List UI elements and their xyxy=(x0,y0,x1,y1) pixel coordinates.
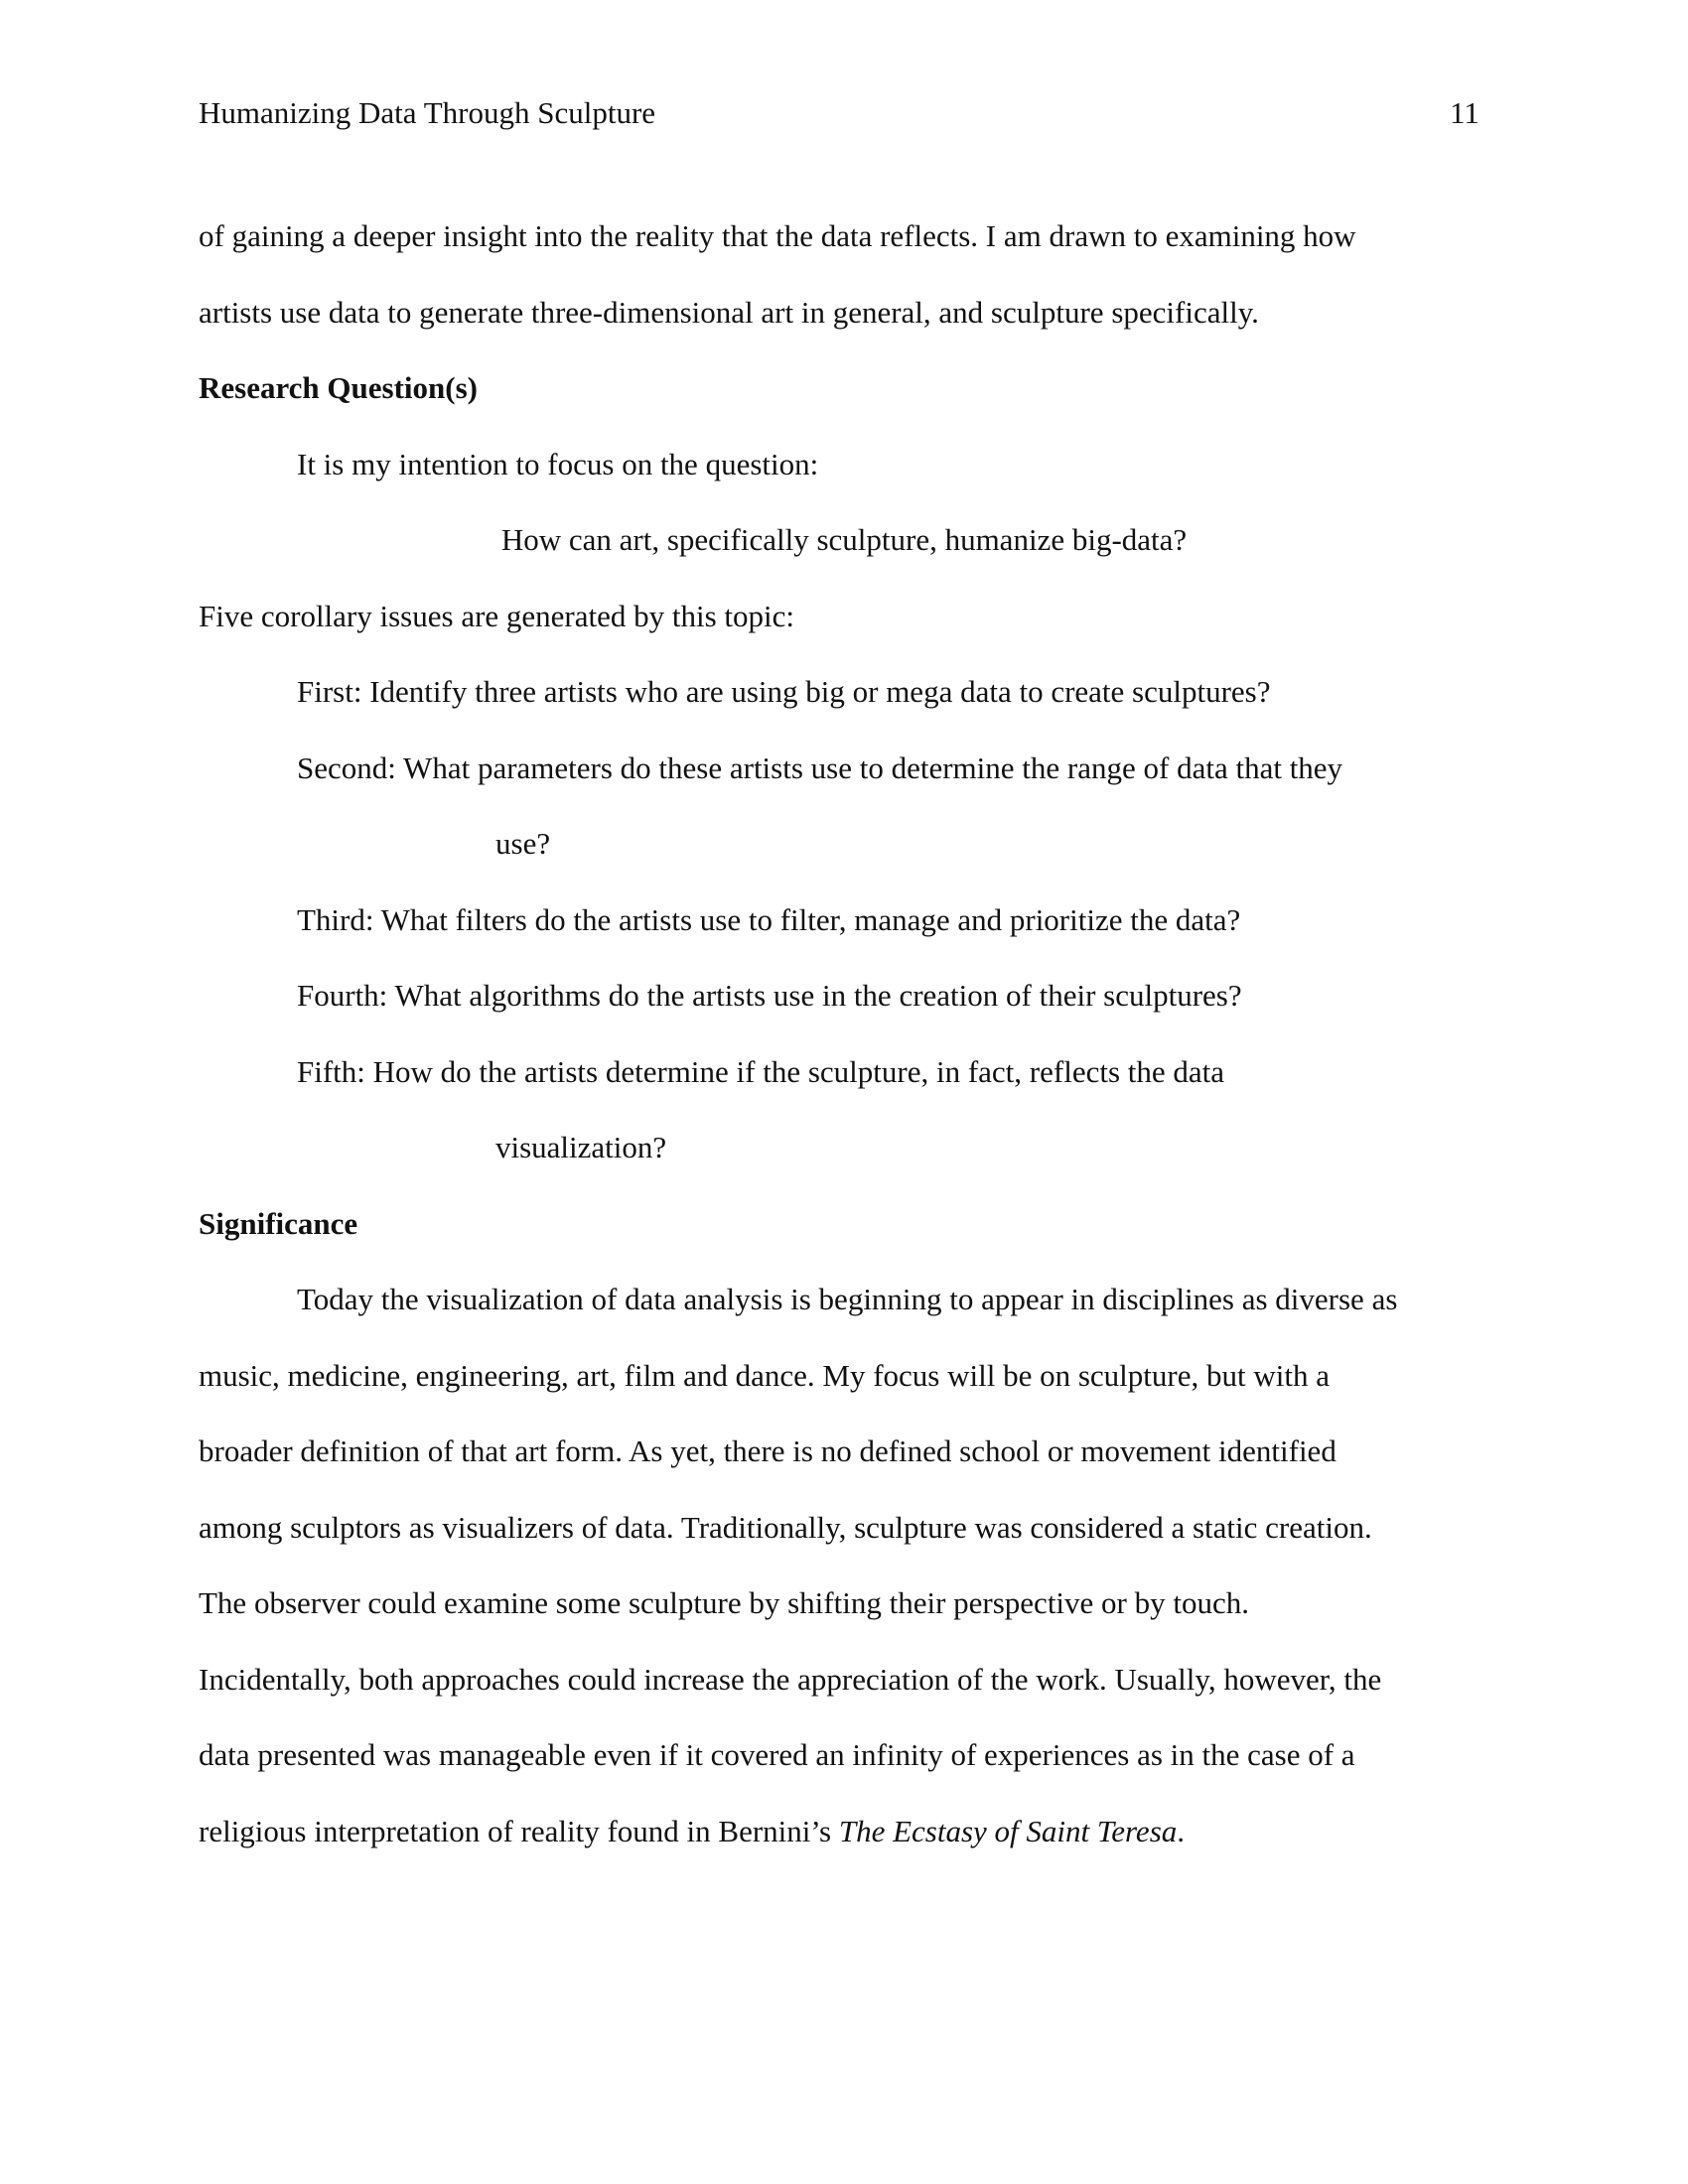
corollary-item-fifth: Fifth: How do the artists determine if the sculpture, in fact, reflects the data xyxy=(297,1053,1225,1089)
intention-sentence: It is my intention to focus on the question: xyxy=(297,446,819,481)
significance-line-7: data presented was manageable even if it covered an infinity of experiences as in the case of a xyxy=(199,1737,1355,1772)
significance-line-8-end: . xyxy=(1177,1813,1186,1848)
central-research-question: How can art, specifically sculpture, humanize big-data? xyxy=(500,522,1188,557)
significance-line-4: among sculptors as visualizers of data. Traditionally, sculpture was considered a static creation. xyxy=(199,1509,1372,1545)
corollary-item-fifth-continued: visualization? xyxy=(495,1130,667,1164)
research-questions-heading: Research Question(s) xyxy=(199,370,478,405)
significance-heading: Significance xyxy=(199,1205,358,1241)
significance-line-8 xyxy=(199,1794,1489,1870)
running-head: Humanizing Data Through Sculpture xyxy=(199,95,656,130)
artwork-title: The Ecstasy of Saint Teresa xyxy=(838,1813,1178,1848)
corollary-item-second: Second: What parameters do these artists use to determine the range of data that they xyxy=(297,750,1343,785)
document-body xyxy=(199,199,1489,1869)
corollary-item-second-continued: use? xyxy=(495,826,551,861)
significance-line-2: music, medicine, engineering, art, film and dance. My focus will be on sculpture, but with a xyxy=(199,1357,1330,1393)
significance-line-6: Incidentally, both approaches could increase the appreciation of the work. Usually, however, the xyxy=(199,1661,1382,1697)
corollary-item-third: Third: What filters do the artists use to filter, manage and prioritize the data? xyxy=(297,901,1241,937)
page-number: 11 xyxy=(1450,95,1479,130)
significance-line-3: broader definition of that art form. As yet, there is no defined school or movement identified xyxy=(199,1433,1336,1468)
significance-line-1: Today the visualization of data analysis is beginning to appear in disciplines as diverse as xyxy=(297,1282,1398,1316)
corollary-item-fourth: Fourth: What algorithms do the artists use in the creation of their sculptures? xyxy=(297,978,1242,1013)
significance-line-5: The observer could examine some sculpture by shifting their perspective or by touch. xyxy=(199,1585,1249,1620)
intro-line-1: of gaining a deeper insight into the reality that the data reflects. I am drawn to examining how xyxy=(199,218,1356,253)
corollary-item-first: First: Identify three artists who are using big or mega data to create sculptures? xyxy=(297,674,1271,709)
corollary-intro: Five corollary issues are generated by this topic: xyxy=(199,598,795,633)
significance-line-8-text: religious interpretation of reality found in Bernini’s xyxy=(199,1813,839,1848)
intro-line-2: artists use data to generate three-dimensional art in general, and sculpture specifically. xyxy=(199,294,1259,330)
